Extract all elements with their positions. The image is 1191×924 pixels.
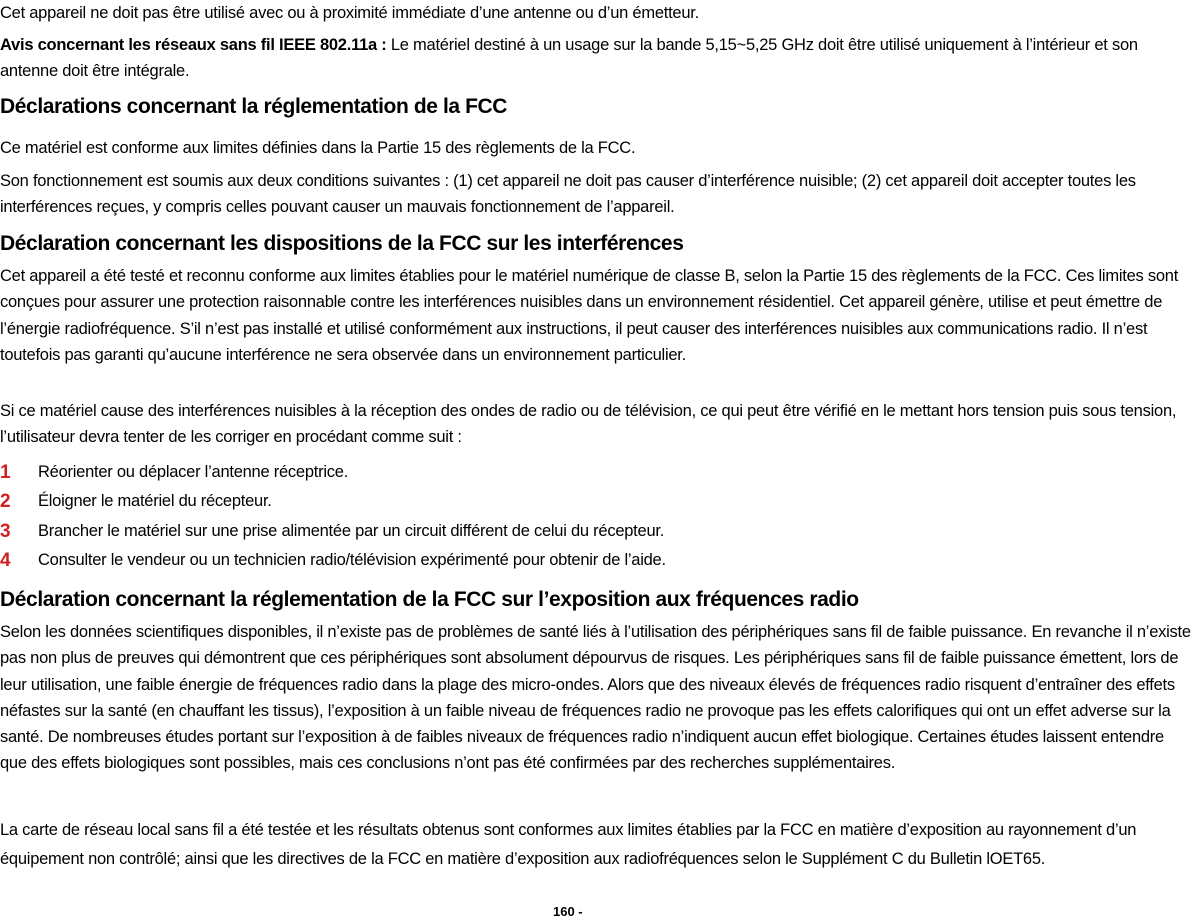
correction-steps-list: [0, 458, 1191, 575]
page-number: 160 -: [553, 904, 583, 919]
rf-exposure-heading: Déclaration concernant la réglementation de la FCC sur l’exposition aux fréquences radio: [0, 588, 859, 611]
list-item: [0, 487, 1191, 516]
fcc-regulations-heading: Déclarations concernant la réglementation de la FCC: [0, 95, 508, 118]
step-number: 4: [0, 549, 11, 571]
step-text: Consulter le vendeur ou un technicien radio/télévision expérimenté pour obtenir de l’aide.: [38, 550, 666, 569]
step-text: Brancher le matériel sur une prise alimentée par un circuit différent de celui du récepteur.: [38, 521, 665, 540]
step-number: 3: [0, 520, 11, 542]
class-b-paragraph: Cet appareil a été testé et reconnu conforme aux limites établies pour le matériel numérique de classe B, selon la Partie 15 des règlements de la FCC. Ces limites sont conçues pour assurer une protection raisonnable contre les interférences nuisibles dans un environnement résidentiel. Cet appareil génère, utilise et peut émettre de l’énergie radiofréquence. S’il n’est pas installé et utilisé conformément aux instructions, il peut causer des interférences nuisibles aux communications radio. Il n’est toutefois pas garanti qu’aucune interférence ne sera observée dans un environnement particulier.: [0, 267, 1179, 364]
list-item: [0, 546, 1191, 575]
scientific-data-paragraph: Selon les données scientifiques disponibles, il n’existe pas de problèmes de santé liés à l’utilisation des périphériques sans fil de faible puissance. En revanche il n’existe pas non plus de preuves qui démontrent que ces périphériques sont absolument dépourvus de risques. Les périphériques sans fil de faible puissance émettent, lors de leur utilisation, une faible énergie de fréquences radio dans la plage des micro-ondes. Alors que des niveaux élevés de fréquences radio risquent d’entraîner des effets néfastes sur la santé (en chauffant les tissus), l’exposition à un faible niveau de fréquences radio ne provoque pas les effets calorifiques qui ont un effet adverse sur la santé. De nombreuses études portant sur l’exposition à de faibles niveaux de fréquences radio n’indiquent aucun effet biologique. Certaines études laissent entendre que des effets biologiques sont possibles, mais ces conclusions n’ont pas été confirmées par des recherches supplémentaires.: [0, 623, 1191, 773]
wireless-notice-paragraph: [0, 32, 1191, 85]
step-number: 1: [0, 462, 11, 483]
wireless-notice-label: Avis concernant les réseaux sans fil IEEE 802.11a :: [0, 36, 387, 54]
fcc-compliance-paragraph: Ce matériel est conforme aux limites définies dans la Partie 15 des règlements de la FCC.: [0, 139, 636, 157]
wlan-card-paragraph: La carte de réseau local sans fil a été testée et les résultats obtenus sont conformes aux limites établies par la FCC en matière d’exposition au rayonnement d’un équipement non contrôlé; ainsi que les directives de la FCC en matière d’exposition aux radiofréquences selon le Supplément C du Bulletin lOET65.: [0, 821, 1137, 868]
list-item: [0, 517, 1191, 546]
antenna-warning-paragraph: Cet appareil ne doit pas être utilisé avec ou à proximité immédiate d’une antenne ou d’un émetteur.: [0, 4, 699, 22]
step-number: 2: [0, 491, 11, 513]
interference-correction-paragraph: Si ce matériel cause des interférences nuisibles à la réception des ondes de radio ou de télévision, ce qui peut être vérifié en le mettant hors tension puis sous tension, l’utilisateur devra tenter de les corriger en procédant comme suit :: [0, 402, 1177, 447]
list-item: [0, 458, 1191, 487]
step-text: Éloigner le matériel du récepteur.: [38, 492, 272, 511]
wireless-notice-text: Le matériel destiné à un usage sur la bande 5,15~5,25 GHz doit être utilisé uniquement à l’intérieur et son antenne doit être intégrale.: [0, 36, 1138, 81]
fcc-interference-heading: Déclaration concernant les dispositions de la FCC sur les interférences: [0, 232, 684, 255]
step-text: Réorienter ou déplacer l’antenne réceptrice.: [38, 463, 349, 481]
operating-conditions-paragraph: Son fonctionnement est soumis aux deux conditions suivantes : (1) cet appareil ne doit pas causer d’interférence nuisible; (2) cet appareil doit accepter toutes les interférences reçues, y compris celles pouvant causer un mauvais fonctionnement de l’appareil.: [0, 172, 1136, 217]
